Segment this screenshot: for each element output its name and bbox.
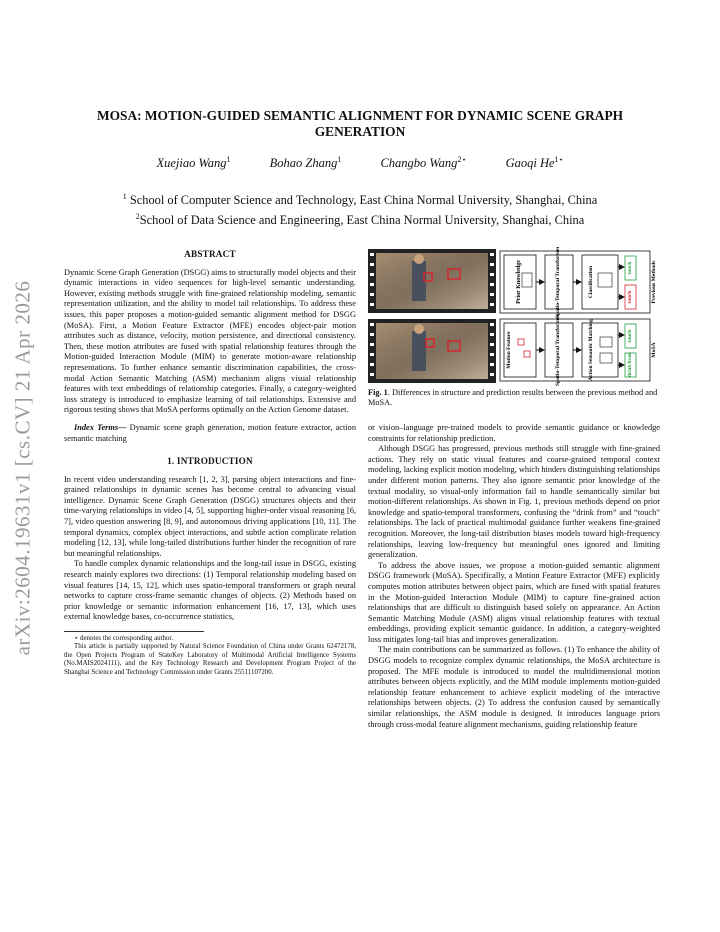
author: Gaoqi $He^{1⋆}$ bbox=[505, 155, 564, 171]
svg-text:Action Semantic Matching: Action Semantic Matching bbox=[588, 319, 594, 381]
right-paragraph-0: or vision–language pre-trained models to provide semantic guidance or knowledge constraints for relationship prediction. bbox=[368, 423, 660, 443]
svg-text:Motion Feature: Motion Feature bbox=[506, 331, 512, 369]
svg-text:drink from: drink from bbox=[628, 353, 633, 377]
svg-text:touch: touch bbox=[627, 290, 633, 304]
affiliation-2: $^2$School of Data Science and Engineering, East China Normal University, Shanghai, China bbox=[135, 211, 585, 227]
film-strip-top bbox=[368, 249, 496, 313]
arxiv-watermark bbox=[6, 258, 40, 678]
abstract-text: Dynamic Scene Graph Generation (DSGG) aims to structurally model objects and their dynamic interactions in video sequences for high-level semantic understanding. However, existing methods struggle with fine-grained relationship modeling, semantic representation utilization, and the ability to model tail relationships. To address these issues, this paper proposes a motion-guided semantic alignment method for DSGG (MoSA). First, a Motion Feature Extractor (MFE) encodes object-pair motion attributes such as distance, velocity, motion persistence, and directional consistency. Then, these motion attributes are fused with spatial relationship features through the Motion-guided Interaction Module (MIM) to generate motion-aware relationship representations. To further enhance semantic discrimination capabilities, the cross-modal Action Semantic Matching (ASM) mechanism aligns visual relationship features with text embeddings of relationship categories. Finally, a category-weighted loss strategy is introduced to emphasize learning of tail relationships. Extensive and rigorous testing shows that MoSA performs optimally on the Action Genome dataset. bbox=[64, 267, 356, 415]
svg-text:Previous Methods: Previous Methods bbox=[651, 260, 657, 304]
figure-1 bbox=[368, 247, 661, 387]
svg-text:MoSA: MoSA bbox=[651, 342, 657, 358]
abstract-heading: ABSTRACT bbox=[184, 249, 236, 259]
svg-text:Spatio-Temporal Transformer: Spatio-Temporal Transformer bbox=[555, 313, 561, 387]
svg-text:Classification: Classification bbox=[588, 265, 594, 299]
right-paragraph-1: Although DSGG has progressed, previous methods still struggle with fine-grained actions. They rely on static visual features and coarse-grained temporal context modeling, lacking explicit motion modeling, which hinders distinguishing relationships under different motion patterns. They also ignore semantic prior knowledge of the textual modality, so visual-only information fail to handle semantically similar but motion-different relationships. As shown in Fig. 1, previous methods depend on prior knowledge and spatio-temporal transformers, confusing the “drink from” and “touch” relationships. The lack of practical multimodal guidance further weakens fine-grained recognition. Moreover, the long-tail distribution biases models toward high-frequency relationships, leaving low-frequency but meaningful ones ignored and limiting generalization. bbox=[368, 444, 660, 560]
svg-text:touch: touch bbox=[627, 329, 633, 343]
footnote-star: ⋆ denotes the corresponding author. bbox=[74, 635, 174, 642]
right-paragraph-2: To address the above issues, we propose a motion-guided semantic alignment DSGG framework (MoSA). Specifically, a Motion Feature Extractor (MFE) explicitly computes motion attributes between object pairs, which are fused with spatial features in the Motion-guided Interaction Module (MIM) to capture fine-grained action relationships that are difficult to distinguish based solely on appearance. An Action Semantic Matching Module (ASM) aligns visual relationship features with textual embeddings, providing explicit semantic guidance. In addition, a category-weighted loss mitigates long-tail bias and improves generalization. bbox=[368, 560, 660, 644]
footnote-separator bbox=[64, 631, 204, 632]
author: Xuejiao Wang$^1$ bbox=[156, 155, 231, 171]
figure-1-diagram bbox=[368, 247, 661, 387]
svg-text:Spatio-Temporal Transformer: Spatio-Temporal Transformer bbox=[555, 247, 561, 319]
index-terms: Index Terms— Dynamic scene graph generation, motion feature extractor, action semantic matching bbox=[64, 422, 356, 443]
right-column bbox=[368, 423, 660, 730]
author: Bohao Zhang$^1$ bbox=[269, 155, 342, 171]
right-paragraph-3: The main contributions can be summarized as follows. (1) To enhance the ability of DSGG models to recognize complex dynamic relationships, the MoSA architecture is proposed. The MFE module is introduced to model the multidimensional motion attributes between objects explicitly, and the MIM module implements motion-guided relationship feature enhancement to achieve explicit modeling of the interactive relationships between objects. (2) To address the confusion caused by semantically similar relationships, the ASM module is designed. It introduces language priors through cross-modal feature alignment mechanisms, guiding relationship feature bbox=[368, 645, 660, 729]
svg-text:Prior Knowledge: Prior Knowledge bbox=[516, 260, 522, 304]
intro-heading: 1. INTRODUCTION bbox=[167, 456, 253, 467]
affiliations bbox=[70, 189, 650, 228]
author: Changbo Wang$^{2⋆}$ bbox=[380, 155, 467, 171]
affiliation-1: $^1$ School of Computer Science and Technology, East China Normal University, Shanghai, China bbox=[122, 192, 598, 208]
footnote-funding: This article is partially supported by Natural Science Foundation of China under Grants 62472178, the Open Projects Program of StateKey Laboratory of Multimodal Artificial Intelligence Systems (No.MAIS2024111), and the Key Technology Research and Development Program Project of the Shanghai Science and Technology Commission under Grants 25511107200. bbox=[64, 643, 356, 676]
intro-paragraph-1: In recent video understanding research [1, 2, 3], parsing object interactions and fine-grained relationships in dynamic scenes has become central to advancing visual intelligence. Dynamic Scene Graph Generation (DSGG) structures objects and their time-varying relationships in video [4, 5], supporting higher-order visual reasoning [6, 7], video question answering [8, 9], and autonomous driving applications [10, 11]. The temporal dynamics, complex object interactions, and subtle action complicate relation modeling [12, 13], while long-tailed distributions further hinder the recognition of rare but meaningful relationships. bbox=[64, 474, 356, 558]
film-strip-bottom bbox=[368, 319, 496, 383]
figure-1-caption: Fig. 1. Differences in structure and prediction results between the previous method and MoSA. bbox=[368, 388, 658, 408]
intro-paragraph-2: To handle complex dynamic relationships and the long-tail issue in DSGG, existing research mainly explores two directions: (1) Temporal relationship modeling based on visual features [14, 15, 12], which uses spatio-temporal transformers or graph neural networks to capture cross-frame semantic changes of objects. (2) Methods based on prior knowledge or semantic information enhancement [16, 17, 13], which uses external knowledge bases, co-occurrence statistics, bbox=[64, 559, 356, 622]
arxiv-id: arXiv:2604.19631v1 [cs.CV] 21 Apr 2026 bbox=[10, 280, 35, 656]
paper-title: MOSA: MOTION-GUIDED SEMANTIC ALIGNMENT FOR DYNAMIC SCENE GRAPH GENERATION bbox=[96, 108, 624, 139]
author-list bbox=[70, 155, 650, 171]
left-column bbox=[64, 247, 356, 677]
svg-text:touch: touch bbox=[627, 261, 633, 275]
